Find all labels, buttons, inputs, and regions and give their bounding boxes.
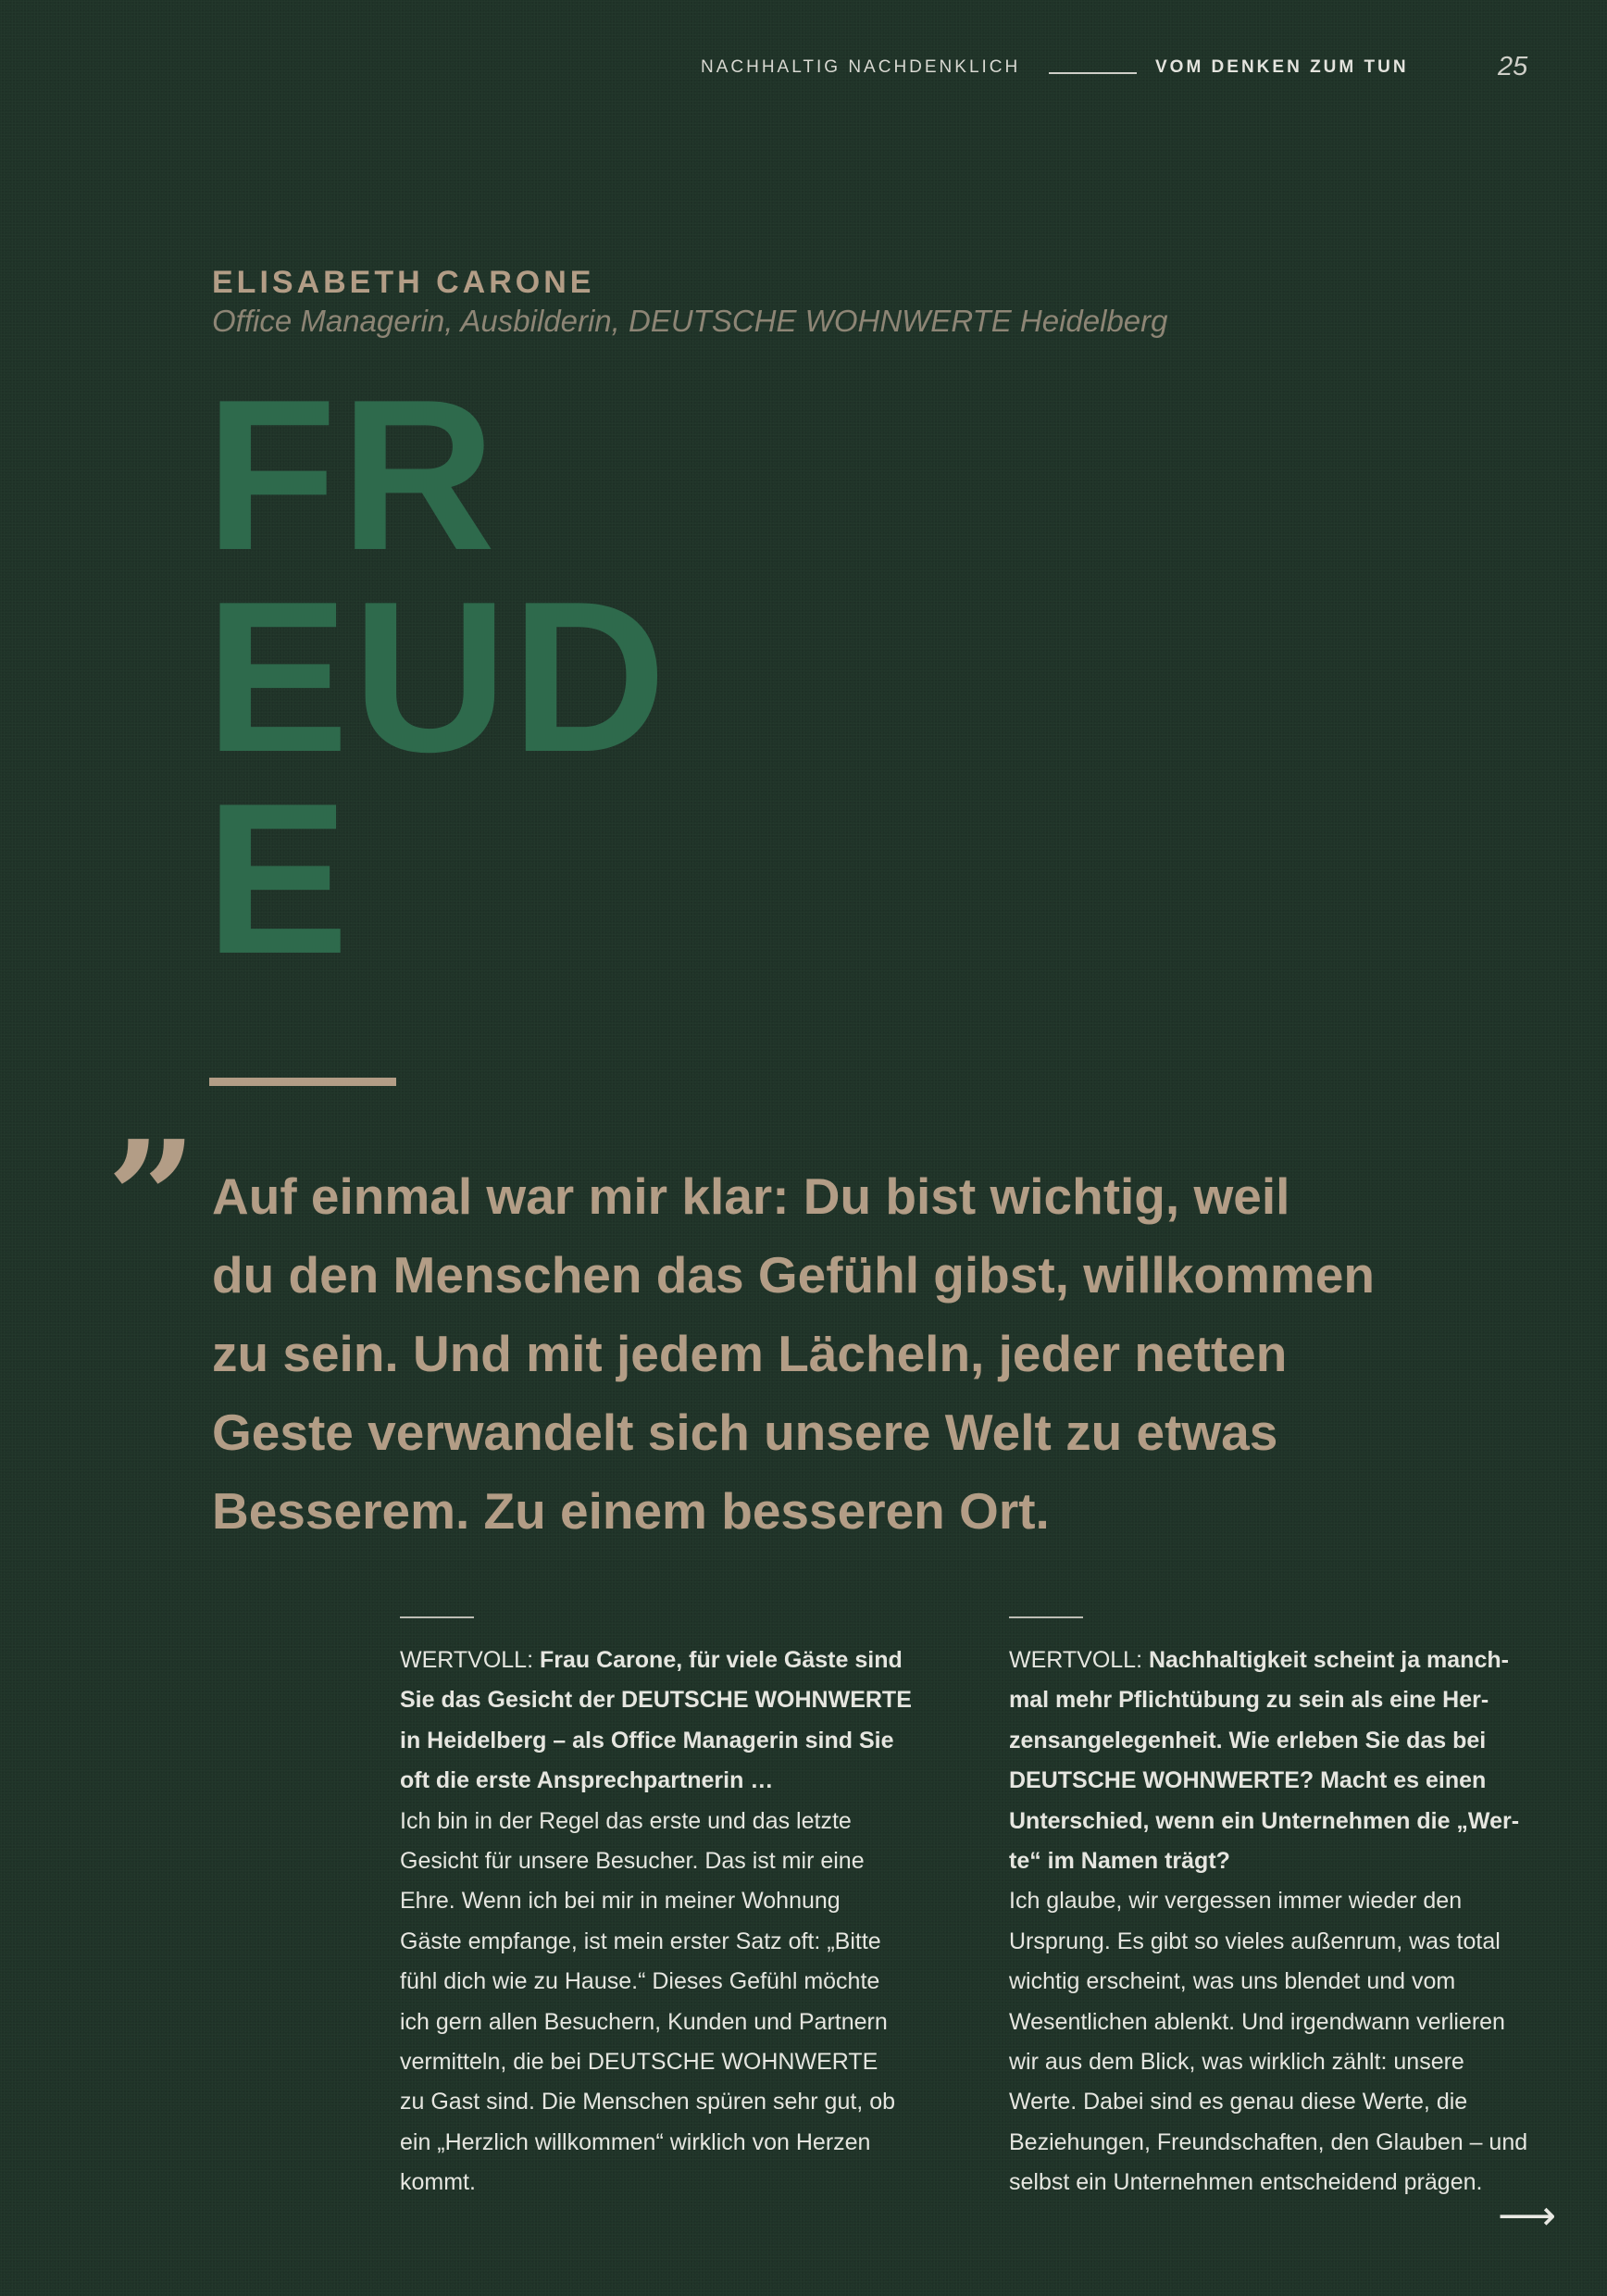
answer-line: Ehre. Wenn ich bei mir in meiner Wohnung <box>400 1888 841 1915</box>
answer-line: kommt. <box>400 2169 476 2196</box>
answer-line: fühl dich wie zu Hause.“ Dieses Gefühl möchte <box>400 1968 880 1995</box>
answer-line: Werte. Dabei sind es genau diese Werte, die <box>1009 2089 1468 2115</box>
question-text: Nachhaltigkeit scheint ja manch- <box>1148 1647 1509 1673</box>
answer-line: Ich bin in der Regel das erste und das letzte <box>400 1807 852 1834</box>
question-line: Sie das Gesicht der DEUTSCHE WOHNWERTE <box>400 1687 912 1714</box>
title-line: E <box>206 759 353 999</box>
title-line: FR <box>206 356 500 595</box>
question-line: DEUTSCHE WOHNWERTE? Macht es einen <box>1009 1767 1487 1794</box>
question-line: mal mehr Pflichtübung zu sein als eine Her- <box>1009 1687 1489 1714</box>
question-line: oft die erste Ansprechpartnerin … <box>400 1767 774 1794</box>
quote-mark-icon: ” <box>106 1106 197 1292</box>
interviewer-label: WERTVOLL: <box>1009 1647 1149 1673</box>
question-text: Frau Carone, für viele Gäste sind <box>539 1647 903 1673</box>
pull-quote-line: zu sein. Und mit jedem Lächeln, jeder netten <box>212 1325 1288 1382</box>
answer-line: zu Gast sind. Die Menschen spüren sehr gut, ob <box>400 2089 896 2115</box>
answer-line: ich gern allen Besuchern, Kunden und Partnern <box>400 2008 888 2035</box>
question-line <box>400 1641 955 1680</box>
question-line <box>1009 1641 1546 1680</box>
question-line: te“ im Namen trägt? <box>1009 1848 1230 1875</box>
person-name: ELISABETH CARONE <box>212 265 595 300</box>
title-line: EUD <box>206 557 670 797</box>
running-header-section: NACHHALTIG NACHDENKLICH <box>701 57 1021 77</box>
page-title <box>206 356 670 999</box>
answer-line: Wesentlichen ablenkt. Und irgendwann verlieren <box>1009 2008 1505 2035</box>
column-divider <box>1009 1616 1083 1618</box>
question-line: zensangelegenheit. Wie erleben Sie das bei <box>1009 1727 1487 1753</box>
title-divider <box>209 1078 396 1086</box>
pull-quote-line: Geste verwandelt sich unsere Welt zu etwas <box>212 1404 1278 1461</box>
question-line: Unterschied, wenn ein Unternehmen die „Wer- <box>1009 1807 1520 1834</box>
interviewer-label: WERTVOLL: <box>400 1647 540 1673</box>
next-page-arrow-icon: ⟶ <box>1498 2193 1557 2239</box>
answer-line: ein „Herzlich willkommen“ wirklich von Herzen <box>400 2128 871 2155</box>
answer-line: selbst ein Unternehmen entscheidend prägen. <box>1009 2169 1483 2196</box>
answer-line: Ich glaube, wir vergessen immer wieder den <box>1009 1888 1463 1915</box>
running-header-divider <box>1049 72 1137 74</box>
column-divider <box>400 1616 474 1618</box>
answer-line: vermitteln, die bei DEUTSCHE WOHNWERTE <box>400 2049 878 2076</box>
pull-quote-line: Auf einmal war mir klar: Du bist wichtig, weil <box>212 1167 1290 1225</box>
pull-quote <box>212 1157 1471 1551</box>
running-header <box>0 54 1607 81</box>
pull-quote-line: du den Menschen das Gefühl gibst, willkommen <box>212 1246 1376 1304</box>
answer-line: wir aus dem Blick, was wirklich zählt: unsere <box>1009 2049 1464 2076</box>
person-role: Office Managerin, Ausbilderin, DEUTSCHE WOHNWERTE Heidelberg <box>212 304 1168 338</box>
answer-line: Gesicht für unsere Besucher. Das ist mir eine <box>400 1848 865 1875</box>
pull-quote-line: Besserem. Zu einem besseren Ort. <box>212 1482 1050 1540</box>
question-line: in Heidelberg – als Office Managerin sind Sie <box>400 1727 894 1753</box>
page-number: 25 <box>1498 52 1528 81</box>
answer-line: Ursprung. Es gibt so vieles außenrum, was total <box>1009 1928 1501 1954</box>
interview-column-2 <box>1009 1616 1546 2203</box>
answer-line: Gäste empfange, ist mein erster Satz oft: „Bitte <box>400 1928 881 1954</box>
answer-line: wichtig erscheint, was uns blendet und vom <box>1009 1968 1456 1995</box>
answer-line: Beziehungen, Freundschaften, den Glauben – und <box>1009 2128 1528 2155</box>
running-header-chapter: VOM DENKEN ZUM TUN <box>1155 57 1409 77</box>
interview-column-1 <box>400 1616 955 2203</box>
